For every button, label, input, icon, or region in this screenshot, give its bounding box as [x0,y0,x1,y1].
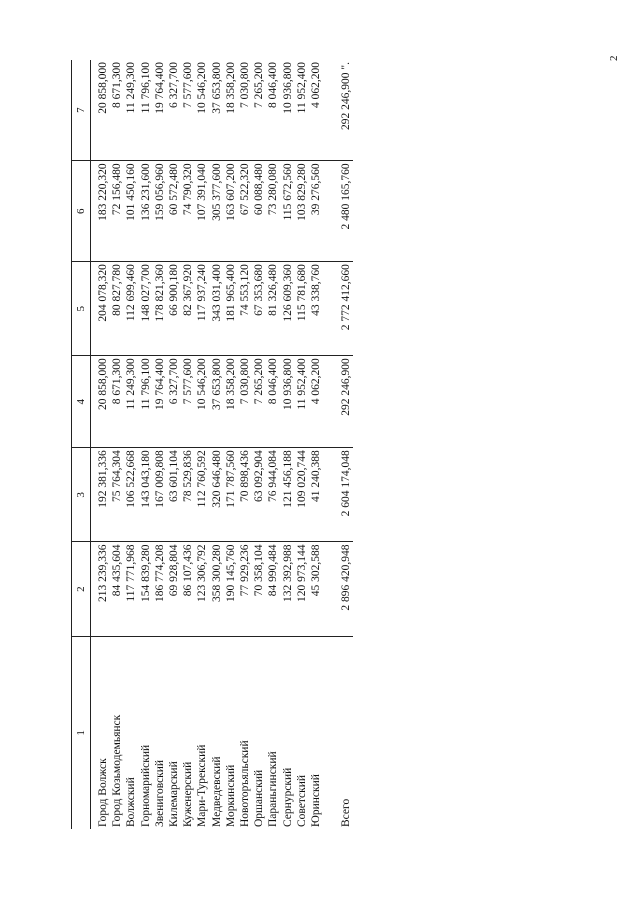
value-cell-col-5: 67 353,680 [252,262,266,356]
value-cell-col-6: 115 672,560 [281,161,295,262]
value-cell-col-6: 183 220,320 [91,161,111,262]
table-body [91,60,354,829]
value-cell-col-7: 10 936,800 [281,60,295,161]
table-header-row [72,60,91,829]
table-row [110,60,124,829]
table-row [224,60,238,829]
value-cell-col-4: 11 796,100 [139,356,153,448]
value-cell-col-3: 192 381,336 [91,448,111,542]
value-cell-col-4: 10 936,800 [281,356,295,448]
table-row [266,60,280,829]
table-row [252,60,266,829]
value-cell-col-4: 18 358,200 [224,356,238,448]
value-cell-col-4: 7 265,200 [252,356,266,448]
value-cell-col-4: 8 046,400 [266,356,280,448]
value-cell-col-2: 190 145,760 [224,542,238,636]
value-cell-col-3: 63 092,904 [252,448,266,542]
budget-table [71,60,353,829]
value-cell-col-2: 120 973,144 [295,542,309,636]
table-row [181,60,195,829]
value-cell-col-5: 178 821,360 [153,262,167,356]
value-cell-col-7: 7 265,200 [252,60,266,161]
total-value-col-7: 292 246,900 ". [331,60,353,161]
value-cell-col-3: 320 646,480 [210,448,224,542]
value-cell-col-2: 70 358,104 [252,542,266,636]
value-cell-col-7: 8 671,300 [110,60,124,161]
district-name-cell: Килемарский [168,761,181,827]
column-header-1: 1 [72,636,91,829]
value-cell-col-4: 20 858,000 [91,356,111,448]
value-cell-col-2: 358 300,280 [210,542,224,636]
value-cell-col-4: 7 030,800 [238,356,252,448]
value-cell-col-7: 8 046,400 [266,60,280,161]
value-cell-col-3: 167 009,808 [153,448,167,542]
value-cell-col-7: 7 577,600 [181,60,195,161]
value-cell-col-2: 84 435,604 [110,542,124,636]
value-cell-col-7: 20 858,000 [91,60,111,161]
value-cell-col-6: 60 572,480 [167,161,181,262]
value-cell-col-4: 37 653,800 [210,356,224,448]
value-cell-col-6: 103 829,280 [295,161,309,262]
value-cell-col-6: 107 391,040 [195,161,209,262]
value-cell-col-3: 41 240,388 [309,448,331,542]
value-cell-col-3: 143 043,180 [139,448,153,542]
value-cell-col-4: 8 671,300 [110,356,124,448]
value-cell-col-2: 117 771,968 [124,542,138,636]
district-name-cell: Сернурский [281,767,294,827]
district-name-cell: Юринский [310,774,323,827]
value-cell-col-6: 136 231,600 [139,161,153,262]
column-header-2: 2 [72,542,91,636]
column-header-5: 5 [72,262,91,356]
value-cell-col-6: 72 156,480 [110,161,124,262]
value-cell-col-6: 60 088,480 [252,161,266,262]
value-cell-col-7: 37 653,800 [210,60,224,161]
value-cell-col-6: 74 790,320 [181,161,195,262]
page-number: 2 [608,55,620,61]
district-name-cell: Советский [295,774,308,827]
value-cell-col-2: 77 929,236 [238,542,252,636]
value-cell-col-4: 7 577,600 [181,356,195,448]
value-cell-col-4: 19 764,400 [153,356,167,448]
table-row [124,60,138,829]
table-row [281,60,295,829]
value-cell-col-4: 4 062,200 [309,356,331,448]
value-cell-col-3: 76 944,084 [266,448,280,542]
district-name-cell: Волжский [125,777,138,827]
value-cell-col-2: 213 239,336 [91,542,111,636]
value-cell-col-3: 63 601,104 [167,448,181,542]
total-value-col-3: 2 604 174,048 [331,448,353,542]
total-value-col-4: 292 246,900 [331,356,353,448]
value-cell-col-6: 67 522,320 [238,161,252,262]
value-cell-col-3: 109 020,744 [295,448,309,542]
value-cell-col-7: 6 327,700 [167,60,181,161]
total-value-col-5: 2 772 412,660 [331,262,353,356]
value-cell-col-3: 121 456,188 [281,448,295,542]
value-cell-col-2: 86 107,436 [181,542,195,636]
district-name-cell: Город Козьмодемьянск [111,714,124,827]
total-row [331,60,353,829]
value-cell-col-2: 154 839,280 [139,542,153,636]
value-cell-col-7: 11 952,400 [295,60,309,161]
value-cell-col-5: 204 078,320 [91,262,111,356]
district-name-cell: Куженерский [182,761,195,827]
value-cell-col-7: 11 249,300 [124,60,138,161]
value-cell-col-2: 69 928,804 [167,542,181,636]
table-row [210,60,224,829]
total-value-col-2: 2 896 420,948 [331,542,353,636]
value-cell-col-5: 343 031,400 [210,262,224,356]
district-name-cell: Параньгинский [267,751,280,827]
district-name-cell: Медведевский [210,756,223,827]
value-cell-col-7: 18 358,200 [224,60,238,161]
value-cell-col-5: 112 699,460 [124,262,138,356]
total-label: Всего [340,798,353,827]
value-cell-col-5: 81 326,480 [266,262,280,356]
value-cell-col-5: 80 827,780 [110,262,124,356]
district-name-cell: Оршанский [253,769,266,827]
district-name-cell: Новоторъяльский [239,740,252,827]
value-cell-col-6: 39 276,560 [309,161,331,262]
value-cell-col-7: 10 546,200 [195,60,209,161]
value-cell-col-2: 84 990,484 [266,542,280,636]
value-cell-col-5: 117 937,240 [195,262,209,356]
value-cell-col-7: 7 030,800 [238,60,252,161]
district-name-cell: Город Волжск [97,758,109,827]
value-cell-col-2: 186 774,208 [153,542,167,636]
value-cell-col-4: 11 952,400 [295,356,309,448]
value-cell-col-7: 4 062,200 [309,60,331,161]
district-name-cell: Звениговский [153,759,166,827]
total-value-col-6: 2 480 165,760 [331,161,353,262]
value-cell-col-4: 10 546,200 [195,356,209,448]
column-header-6: 6 [72,161,91,262]
value-cell-col-3: 75 764,304 [110,448,124,542]
value-cell-col-6: 101 450,160 [124,161,138,262]
value-cell-col-5: 126 609,360 [281,262,295,356]
value-cell-col-5: 115 781,680 [295,262,309,356]
value-cell-col-3: 78 529,836 [181,448,195,542]
value-cell-col-5: 82 367,920 [181,262,195,356]
column-header-7: 7 [72,60,91,161]
value-cell-col-3: 171 787,560 [224,448,238,542]
table-row [139,60,153,829]
value-cell-col-7: 11 796,100 [139,60,153,161]
value-cell-col-6: 159 056,960 [153,161,167,262]
table-row [309,60,331,829]
value-cell-col-3: 112 760,592 [195,448,209,542]
value-cell-col-3: 106 522,668 [124,448,138,542]
column-header-3: 3 [72,448,91,542]
district-name-cell: Мари-Турекский [196,744,209,827]
value-cell-col-5: 74 553,120 [238,262,252,356]
value-cell-col-5: 43 338,760 [309,262,331,356]
value-cell-col-6: 305 377,600 [210,161,224,262]
value-cell-col-4: 11 249,300 [124,356,138,448]
column-header-4: 4 [72,356,91,448]
value-cell-col-3: 70 898,436 [238,448,252,542]
value-cell-col-5: 181 965,400 [224,262,238,356]
table-row [295,60,309,829]
table-row [238,60,252,829]
value-cell-col-2: 45 302,588 [309,542,331,636]
table-row [91,60,111,829]
district-name-cell: Моркинский [224,764,237,827]
value-cell-col-5: 148 027,700 [139,262,153,356]
value-cell-col-5: 66 900,180 [167,262,181,356]
value-cell-col-6: 163 607,200 [224,161,238,262]
value-cell-col-2: 132 392,988 [281,542,295,636]
district-name-cell: Горномарийский [139,744,152,827]
value-cell-col-7: 19 764,400 [153,60,167,161]
value-cell-col-6: 73 280,080 [266,161,280,262]
table-row [153,60,167,829]
budget-table-container [71,60,459,829]
table-row [195,60,209,829]
value-cell-col-2: 123 306,792 [195,542,209,636]
table-row [167,60,181,829]
value-cell-col-4: 6 327,700 [167,356,181,448]
